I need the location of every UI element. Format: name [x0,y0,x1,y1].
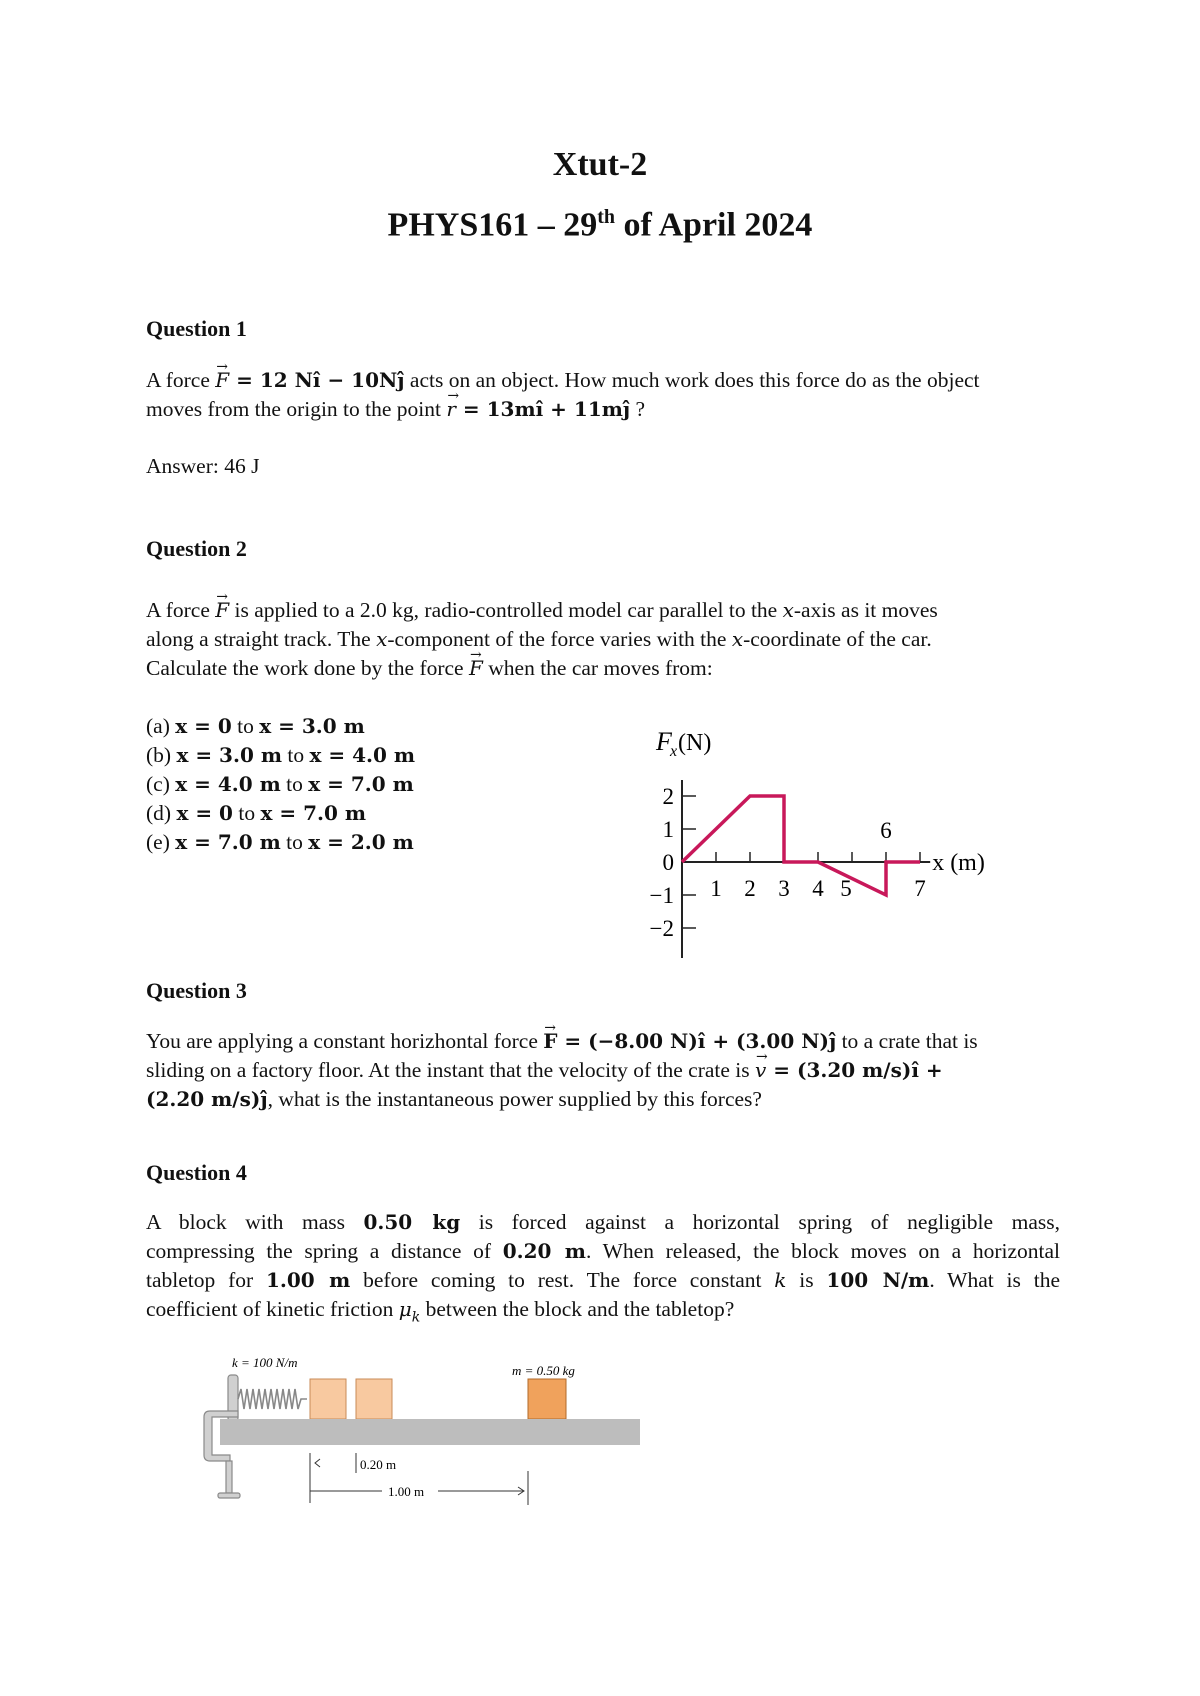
part-label: (d) [146,801,177,825]
q4-text: . What is the [929,1268,1060,1292]
part-end: x = 7.0 m [308,772,414,796]
question-3-text [146,1027,1060,1114]
part-start: x = 3.0 m [176,743,282,767]
date-superscript: th [597,206,616,228]
part-to: to [280,772,309,796]
spring-block-figure [190,1345,650,1515]
spring-coil [238,1389,307,1409]
document-title: Xtut-2 [552,146,648,183]
part-label: (e) [146,830,176,854]
y-tick-label: 2 [662,784,674,809]
force-expression: = (−8.00 N)î + (3.00 N)ĵ [557,1029,837,1053]
y-axis-label-subscript: x [670,743,678,760]
q1-text: acts on an object. How much work does this force do as the object [404,368,980,392]
q3-text: You are applying a constant horizhontal force [146,1029,544,1053]
part-label: (b) [146,743,177,767]
force-vector-symbol: → F [469,654,483,683]
spring-constant-label: k = 100 N/m [232,1355,298,1370]
q4-line [146,1208,1060,1237]
q4-text: is forced against a horizontal spring of negligible mass, [460,1210,1060,1234]
y-tick-label: 1 [662,817,674,842]
x-tick-label: 1 [710,876,722,901]
course-line [0,206,1200,244]
part-c [146,770,415,799]
part-start: x = 0 [176,801,233,825]
question-1-heading: Question 1 [146,316,247,341]
x-tick-label: 3 [778,876,790,901]
force-vector-symbol: → F [543,1027,557,1056]
part-a [146,712,415,741]
x-symbol: x [782,598,794,622]
force-expression: = 12 Nî − 10Nĵ [229,368,405,392]
q2-text: -coordinate of the car. [743,627,932,651]
part-to: to [232,801,261,825]
mass-label: m = 0.50 kg [512,1363,575,1378]
velocity-vector-symbol: → v [755,1056,766,1085]
y-tick-label: 0 [662,850,674,875]
part-start: x = 7.0 m [175,830,281,854]
x-axis-label: x (m) [932,850,985,876]
x-tick-label: 4 [812,876,824,901]
q4-text: before coming to rest. The force constant [350,1268,775,1292]
distance-value: 1.00 m [265,1268,351,1292]
force-position-graph [640,720,1040,980]
compression-value: 0.20 m [502,1239,586,1263]
part-to: to [280,830,309,854]
q1-text: A force [146,368,216,392]
part-e [146,828,415,857]
course-date: of April 2024 [615,206,813,244]
mass-value: 0.50 kg [363,1210,461,1234]
part-end: x = 7.0 m [260,801,366,825]
q4-text: compressing the spring a distance of [146,1239,503,1263]
q4-text: between the block and the tabletop? [420,1297,735,1321]
block-final-position [528,1379,566,1419]
q2-text: -component of the force varies with the [387,627,732,651]
question-2-heading: Question 2 [146,536,247,561]
compression-label: 0.20 m [360,1457,397,1472]
question-4-heading: Question 4 [146,1160,247,1185]
position-expression: = 13mî + 11mĵ [455,397,631,421]
velocity-expression: (2.20 m/s)ĵ [146,1087,268,1111]
question-1-text [146,366,1060,424]
q4-line [146,1266,1060,1295]
q4-text: tabletop for [146,1268,266,1292]
q4-text: coefficient of kinetic friction [146,1297,399,1321]
part-start: x = 0 [175,714,232,738]
distance-label: 1.00 m [388,1484,425,1499]
force-vector-symbol: → F [215,596,229,625]
question-4-text [146,1208,1060,1332]
position-vector-symbol: → r [446,395,456,424]
q3-text: , what is the instantaneous power supplied by this forces? [267,1087,762,1111]
tabletop [220,1419,640,1445]
q2-text: along a straight track. The [146,627,377,651]
part-end: x = 2.0 m [308,830,414,854]
q2-text: -axis as it moves [793,598,938,622]
k-symbol: k [774,1268,787,1292]
x-tick-label: 7 [914,876,926,901]
block-compressed-position [356,1379,392,1419]
q3-text: to a crate that is [836,1029,978,1053]
part-start: x = 4.0 m [175,772,281,796]
q1-text: moves from the origin to the point [146,397,447,421]
question-2-parts [146,712,415,857]
velocity-expression: = (3.20 m/s)î + [766,1058,943,1082]
part-b [146,741,415,770]
x-tick-label: 5 [840,876,852,901]
q2-text: when the car moves from: [482,656,713,680]
question-3-heading: Question 3 [146,978,247,1003]
block-start-position [310,1379,346,1419]
part-to: to [231,714,260,738]
y-tick-label: −1 [649,883,674,908]
q4-text: . When released, the block moves on a horizontal [585,1239,1060,1263]
q3-text: sliding on a factory floor. At the instant that the velocity of the crate is [146,1058,756,1082]
y-axis-label-unit: (N) [678,730,712,756]
part-d [146,799,415,828]
question-2-text [146,596,1060,683]
q4-line [146,1237,1060,1266]
spring-constant-value: 100 N/m [826,1268,930,1292]
question-1-answer: Answer: 46 J [146,454,260,478]
q1-text: ? [630,397,646,421]
part-to: to [281,743,310,767]
q2-text: is applied to a 2.0 kg, radio-controlled model car parallel to the [229,598,783,622]
course-code: PHYS161 – 29 [387,206,598,244]
x-symbol: x [376,627,388,651]
mu-subscript: k [411,1309,421,1326]
mu-symbol: μ [398,1297,412,1321]
part-label: (a) [146,714,176,738]
q4-text: A block with mass [146,1210,364,1234]
x-tick-label: 2 [744,876,756,901]
part-end: x = 3.0 m [259,714,365,738]
force-vector-symbol: → F [215,366,229,395]
x-tick-label: 6 [880,818,892,843]
q4-line [146,1295,1060,1332]
q4-text: is [786,1268,827,1292]
q2-text: A force [146,598,216,622]
part-label: (c) [146,772,176,796]
part-end: x = 4.0 m [309,743,415,767]
q2-text: Calculate the work done by the force [146,656,469,680]
y-tick-label: −2 [649,916,674,941]
y-axis-label-symbol: F [656,727,672,756]
x-symbol: x [731,627,744,651]
